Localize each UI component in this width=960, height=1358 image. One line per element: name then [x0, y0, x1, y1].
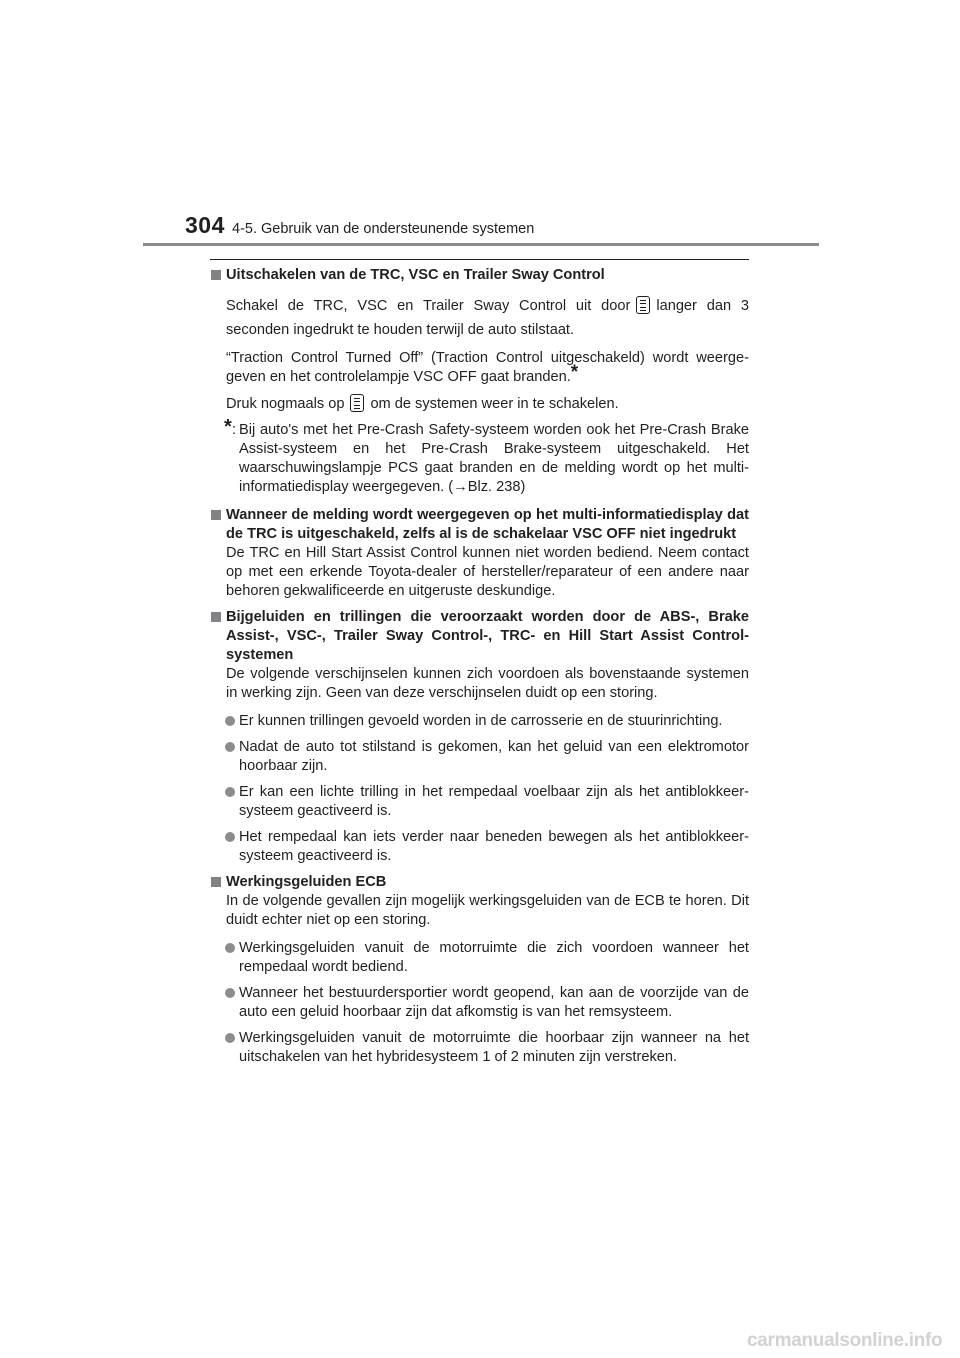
vsc-off-button-icon [636, 296, 650, 314]
page-number: 304 [185, 212, 225, 238]
list-item [210, 1029, 749, 1067]
list-item [210, 984, 749, 1022]
content-top-rule [210, 259, 749, 260]
paragraph-text: langer dan 3 seconden ingedrukt te houden terwijl de auto stilstaat. [226, 298, 749, 338]
list-item-text: Nadat de auto tot stilstand is gekomen, kan het geluid van een elektromotor hoorbaar zijn. [239, 739, 749, 774]
footnote-text: Bij auto's met het Pre-Crash Safety-systeem worden ook het Pre-Crash Brake Assist-systeem en het Pre-Crash Brake-systeem uitgeschakeld. Het waarschuwingslampje PCS gaat branden en de melding wordt op het multi-informatiedisplay weergegeven. (→Blz. 238) [239, 422, 749, 495]
paragraph-text: om de systemen weer in te schakelen. [370, 396, 619, 412]
paragraph-switch-off [210, 294, 749, 342]
round-bullet-icon [225, 1033, 235, 1043]
heading-uitschakelen [210, 266, 749, 285]
paragraph-switch-on [210, 394, 749, 414]
footnote [210, 416, 749, 497]
paragraph-trc-message: De TRC en Hill Start Assist Control kunnen niet worden bediend. Neem contact op met een erkende Toyota-dealer of hersteller/reparateur of een andere naar behoren gekwalificeerde en uitgeruste deskundige. [226, 545, 749, 599]
list-item [210, 828, 749, 866]
heading-melding-trc [210, 506, 749, 544]
square-bullet-icon [211, 270, 221, 280]
page-content [210, 266, 749, 1067]
paragraph-ecb: In de volgende gevallen zijn mogelijk werkingsgeluiden van de ECB te horen. Dit duidt echter niet op een storing. [226, 893, 749, 928]
round-bullet-icon [225, 832, 235, 842]
header-rule [143, 243, 819, 246]
square-bullet-icon [211, 877, 221, 887]
list-item [210, 939, 749, 977]
paragraph-text: “Traction Control Turned Off” (Traction Control uitgeschakeld) wordt weergegeven en het controlelampje VSC OFF gaat branden. [226, 350, 749, 385]
paragraph-text: Schakel de TRC, VSC en Trailer Sway Control uit door [226, 298, 631, 314]
square-bullet-icon [211, 612, 221, 622]
heading-text: Werkingsgeluiden ECB [226, 874, 387, 890]
round-bullet-icon [225, 943, 235, 953]
round-bullet-icon [225, 742, 235, 752]
square-bullet-icon [211, 510, 221, 520]
list-item-text: Er kunnen trillingen gevoeld worden in de carrosserie en de stuurinrichting. [239, 713, 723, 729]
section-title: 4-5. Gebruik van de ondersteunende systemen [232, 221, 535, 237]
vsc-off-button-icon [350, 394, 364, 412]
list-item [210, 783, 749, 821]
list-item-text: Er kan een lichte trilling in het rempedaal voelbaar zijn als het antiblokkeersysteem geactiveerd is. [239, 784, 749, 819]
heading-text: Bijgeluiden en trillingen die veroorzaakt worden door de ABS-, Brake Assist-, VSC-, Trailer Sway Control-, TRC- en Hill Start Assist Control-systemen [226, 609, 749, 663]
heading-werkingsgeluiden [210, 873, 749, 892]
round-bullet-icon [225, 787, 235, 797]
watermark: carmanualsonline.info [747, 1330, 943, 1351]
round-bullet-icon [225, 716, 235, 726]
heading-text: Uitschakelen van de TRC, VSC en Trailer Sway Control [226, 267, 605, 283]
list-item [210, 712, 749, 731]
heading-text: Wanneer de melding wordt weergegeven op het multi-informatiedisplay dat de TRC is uitgeschakeld, zelfs al is de schakelaar VSC OFF niet ingedrukt [226, 507, 749, 542]
paragraph-text: Druk nogmaals op [226, 396, 345, 412]
list-item-text: Het rempedaal kan iets verder naar beneden bewegen als het antiblokkeersysteem geactiveerd is. [239, 829, 749, 864]
footnote-mark: * [224, 416, 232, 438]
list-item-text: Wanneer het bestuurdersportier wordt geopend, kan aan de voorzijde van de auto een geluid hoorbaar zijn dat afkomstig is van het remsysteem. [239, 985, 749, 1020]
list-item-text: Werkingsgeluiden vanuit de motorruimte die hoorbaar zijn wanneer na het uitschakelen van het hybridesysteem 1 of 2 minuten zijn verstreken. [239, 1030, 749, 1065]
paragraph-phenomena: De volgende verschijnselen kunnen zich voordoen als bovenstaande systemen in werking zijn. Geen van deze verschijnselen duidt op een storing. [226, 666, 749, 701]
round-bullet-icon [225, 988, 235, 998]
footnote-star: * [570, 362, 579, 383]
paragraph-traction-off-message [210, 349, 749, 387]
list-item [210, 738, 749, 776]
heading-bijgeluiden [210, 608, 749, 665]
list-item-text: Werkingsgeluiden vanuit de motorruimte die zich voordoen wanneer het rempedaal wordt bediend. [239, 940, 749, 975]
footnote-colon: : [232, 422, 237, 438]
